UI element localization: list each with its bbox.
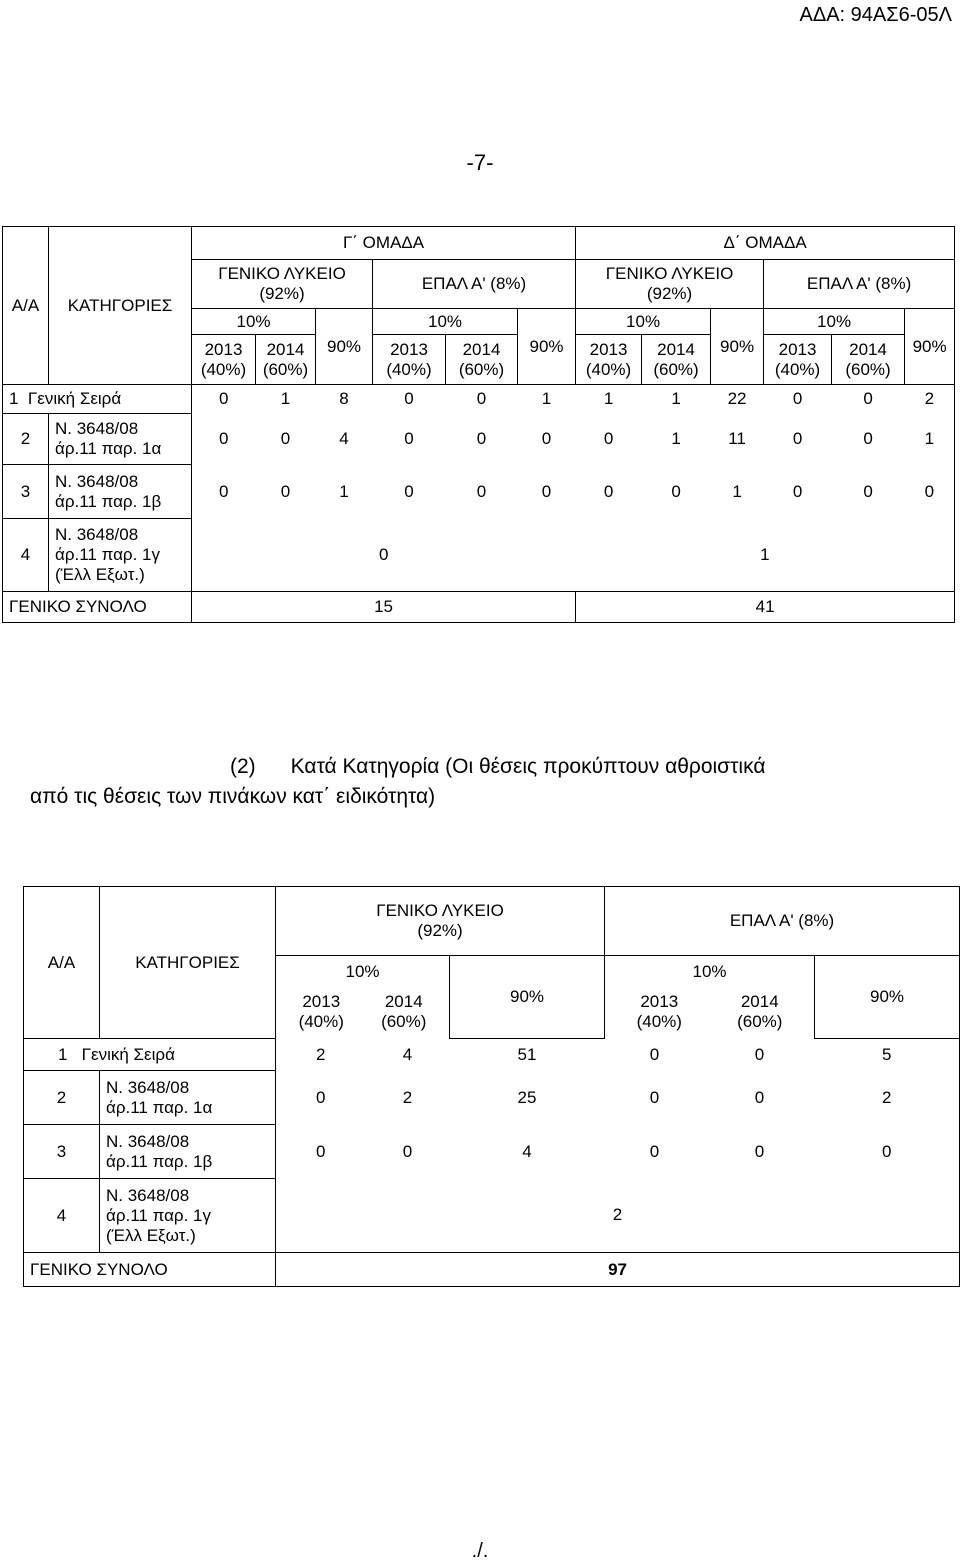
cell: 2 xyxy=(276,1039,366,1071)
row-number: 1 xyxy=(58,1044,68,1064)
category-line: άρ.11 παρ. 1γ xyxy=(55,545,160,564)
pct-90-header: 90% xyxy=(711,309,764,385)
row-category: Γενική Σειρά xyxy=(27,389,122,408)
cell: 0 xyxy=(476,389,487,409)
year-label: 2014 xyxy=(462,339,501,359)
pct-10-header: 10% xyxy=(764,309,905,335)
table-by-category xyxy=(23,886,960,1287)
row-category xyxy=(100,1179,276,1253)
footer-mark: ./. xyxy=(471,1540,489,1562)
cell: 4 xyxy=(522,1141,532,1161)
cell: 25 xyxy=(517,1087,537,1107)
year-label: 2014 xyxy=(657,339,695,359)
category-line: Ν. 3648/08 xyxy=(55,419,139,438)
category-line: Ν. 3648/08 xyxy=(55,471,139,491)
cell: 1 xyxy=(603,389,614,409)
cell: 0 xyxy=(863,429,873,448)
col-aa-header: Α/Α xyxy=(3,227,49,385)
epal-header: ΕΠΑΛ Α' (8%) xyxy=(373,260,576,309)
row-number: 3 xyxy=(24,1125,100,1179)
pct-10-header: 10% xyxy=(192,309,316,335)
gl-pct: (92%) xyxy=(417,921,463,940)
cell: 0 xyxy=(792,481,803,501)
cell: 0 xyxy=(404,389,414,409)
group-d-header: Δ΄ ΟΜΑΔΑ xyxy=(576,227,955,260)
gl-label: ΓΕΝΙΚΟ ΛΥΚΕΙΟ xyxy=(218,264,346,283)
year-2013-header xyxy=(192,335,256,385)
cell: 11 xyxy=(728,429,746,448)
cell: 0 xyxy=(402,1141,413,1161)
pct-10-header: 10% xyxy=(373,309,518,335)
category-line: Ν. 3648/08 xyxy=(55,525,139,544)
cell-merged: 2 xyxy=(276,1179,960,1253)
year-label: 2013 xyxy=(640,992,679,1012)
cell: 0 xyxy=(603,481,614,501)
cell: 0 xyxy=(280,481,291,501)
cell: 8 xyxy=(339,389,349,409)
year-label: 2014 xyxy=(849,339,887,359)
gl-header xyxy=(192,260,373,309)
cell: 0 xyxy=(863,389,873,409)
cell: 0 xyxy=(792,389,803,409)
table-row xyxy=(3,465,955,519)
pct-90-header: 90% xyxy=(518,309,576,385)
cell: 0 xyxy=(276,1125,366,1179)
cell: 0 xyxy=(276,1071,366,1125)
year-2013-header xyxy=(764,335,832,385)
year-2014-header xyxy=(737,992,782,1032)
cell: 1 xyxy=(541,389,552,409)
cell: 0 xyxy=(476,481,487,501)
epal-header: ΕΠΑΛ Α' (8%) xyxy=(764,260,955,309)
cell: 2 xyxy=(815,1071,960,1125)
years-header xyxy=(276,992,449,1032)
cell: 0 xyxy=(541,429,552,448)
gl-header xyxy=(276,887,605,956)
cell: 1 xyxy=(671,429,681,448)
cell: 0 xyxy=(863,481,873,501)
cell: 0 xyxy=(754,1044,765,1064)
row-number: 4 xyxy=(3,519,49,592)
table-header-row xyxy=(3,227,955,260)
total-label: ΓΕΝΙΚΟ ΣΥΝΟΛΟ xyxy=(3,592,192,623)
table-row xyxy=(24,1071,960,1125)
year-label: 2013 xyxy=(778,339,817,359)
category-line: άρ.11 παρ. 1α xyxy=(55,439,162,458)
year-label: 2014 xyxy=(266,339,305,359)
row-number: 4 xyxy=(24,1179,100,1253)
year-pct: (40%) xyxy=(386,359,432,379)
total-label: ΓΕΝΙΚΟ ΣΥΝΟΛΟ xyxy=(24,1253,276,1287)
gl-pct: (92%) xyxy=(646,284,693,303)
row-label xyxy=(3,385,192,414)
year-pct: (60%) xyxy=(845,359,891,379)
table-row xyxy=(3,519,955,592)
category-line: (Έλλ Εξωτ.) xyxy=(106,1225,196,1245)
year-2013-header xyxy=(299,992,344,1032)
heading-line-1: (2) Κατά Κατηγορία (Οι θέσεις προκύπτουν αθροιστικά xyxy=(230,755,766,778)
category-line: Ν. 3648/08 xyxy=(106,1131,190,1151)
pct-10-group xyxy=(276,956,450,1039)
row-category xyxy=(100,1071,276,1125)
year-2014-header xyxy=(256,335,316,385)
table-row xyxy=(24,1125,960,1179)
year-pct: (60%) xyxy=(737,1012,783,1032)
table-row xyxy=(3,385,955,414)
cell: 1 xyxy=(905,414,955,465)
table-header-row xyxy=(24,887,960,956)
year-pct: (60%) xyxy=(458,359,505,379)
category-line: άρ.11 παρ. 1β xyxy=(106,1151,213,1171)
col-categories-header: ΚΑΤΗΓΟΡΙΕΣ xyxy=(100,887,276,1039)
cell: 0 xyxy=(649,1044,660,1064)
year-pct: (40%) xyxy=(298,1012,344,1032)
pct-10-header: 10% xyxy=(345,962,380,982)
heading-line-2: από τις θέσεις των πινάκων κατ΄ ειδικότητα) xyxy=(30,785,436,808)
category-line: άρ.11 παρ. 1γ xyxy=(106,1205,211,1225)
cell: 2 xyxy=(402,1087,413,1107)
cell: 0 xyxy=(476,429,487,448)
row-category xyxy=(49,414,192,465)
cell: 1 xyxy=(339,481,349,501)
year-pct: (60%) xyxy=(262,359,309,379)
cell-group-d: 1 xyxy=(576,519,955,592)
row-label xyxy=(24,1039,276,1071)
cell: 0 xyxy=(905,465,955,519)
cell: 0 xyxy=(792,429,803,448)
total-group-d: 41 xyxy=(576,592,955,623)
year-pct: (40%) xyxy=(200,359,247,379)
year-pct: (40%) xyxy=(636,1012,682,1032)
cell: 1 xyxy=(280,389,291,409)
page-number: -7- xyxy=(466,150,494,175)
pct-90-header: 90% xyxy=(450,956,605,1039)
year-pct: (40%) xyxy=(774,359,821,379)
gl-header xyxy=(576,260,764,309)
table-row xyxy=(3,414,955,465)
cell: 0 xyxy=(192,465,256,519)
row-number: 2 xyxy=(3,414,49,465)
ada-code: ΑΔΑ: 94ΑΣ6-05Λ xyxy=(799,4,952,26)
cell: 0 xyxy=(649,1087,660,1107)
gl-label: ΓΕΝΙΚΟ ΛΥΚΕΙΟ xyxy=(605,264,734,283)
cell: 4 xyxy=(402,1044,413,1064)
cell: 1 xyxy=(671,389,681,409)
cell: 0 xyxy=(192,414,256,465)
epal-header: ΕΠΑΛ Α' (8%) xyxy=(605,887,960,956)
row-category xyxy=(49,519,192,592)
row-category xyxy=(100,1125,276,1179)
year-label: 2013 xyxy=(302,992,341,1012)
year-2013-header xyxy=(373,335,446,385)
year-pct: (40%) xyxy=(585,359,632,379)
cell: 0 xyxy=(754,1141,765,1161)
cell: 0 xyxy=(404,481,414,501)
category-line: (Έλλ Εξωτ.) xyxy=(55,565,145,584)
row-category xyxy=(49,465,192,519)
year-label: 2014 xyxy=(740,992,779,1012)
year-2014-header xyxy=(832,335,905,385)
cell: 2 xyxy=(905,385,955,414)
total-row xyxy=(24,1253,960,1287)
group-c-header: Γ΄ ΟΜΑΔΑ xyxy=(192,227,576,260)
cell: 0 xyxy=(603,429,614,448)
cell: 0 xyxy=(219,389,229,409)
pct-90-header: 90% xyxy=(815,956,960,1039)
gl-pct: (92%) xyxy=(259,284,305,303)
row-number: 1 xyxy=(9,389,19,408)
cell: 5 xyxy=(815,1039,960,1071)
pct-10-header: 10% xyxy=(692,962,727,982)
table-groups-c-d xyxy=(2,226,955,623)
cell: 22 xyxy=(727,389,747,409)
row-category: Γενική Σειρά xyxy=(81,1044,175,1064)
row-number: 3 xyxy=(3,465,49,519)
year-label: 2014 xyxy=(384,992,423,1012)
category-line: Ν. 3648/08 xyxy=(106,1185,190,1205)
total-group-c: 15 xyxy=(192,592,576,623)
pct-10-group xyxy=(605,956,815,1039)
total-row xyxy=(3,592,955,623)
year-2013-header xyxy=(637,992,682,1032)
cell: 0 xyxy=(404,429,414,448)
year-pct: (60%) xyxy=(381,1012,427,1032)
category-line: άρ.11 παρ. 1β xyxy=(55,491,162,511)
category-line: Ν. 3648/08 xyxy=(106,1077,190,1097)
year-label: 2013 xyxy=(204,339,243,359)
cell: 0 xyxy=(671,481,681,501)
year-2014-header xyxy=(381,992,426,1032)
cell: 51 xyxy=(517,1044,537,1064)
section-heading xyxy=(30,752,910,812)
gl-label: ΓΕΝΙΚΟ ΛΥΚΕΙΟ xyxy=(376,901,504,920)
cell: 0 xyxy=(280,429,291,448)
total-value: 97 xyxy=(276,1253,960,1287)
year-pct: (60%) xyxy=(653,359,699,379)
col-categories-header: ΚΑΤΗΓΟΡΙΕΣ xyxy=(49,227,192,385)
cell-group-c: 0 xyxy=(192,519,576,592)
category-line: άρ.11 παρ. 1α xyxy=(106,1097,213,1117)
cell: 4 xyxy=(339,429,349,448)
pct-10-header: 10% xyxy=(576,309,711,335)
pct-90-header: 90% xyxy=(316,309,373,385)
year-label: 2013 xyxy=(390,339,428,359)
col-aa-header: Α/Α xyxy=(24,887,100,1039)
years-header xyxy=(605,992,814,1032)
year-2013-header xyxy=(576,335,642,385)
cell: 0 xyxy=(815,1125,960,1179)
year-2014-header xyxy=(446,335,518,385)
cell: 0 xyxy=(541,481,552,501)
cell: 1 xyxy=(732,481,742,501)
row-number: 2 xyxy=(24,1071,100,1125)
pct-90-header: 90% xyxy=(905,309,955,385)
table-row xyxy=(24,1179,960,1253)
year-label: 2013 xyxy=(589,339,628,359)
table-row xyxy=(24,1039,960,1071)
cell: 0 xyxy=(649,1141,660,1161)
cell: 0 xyxy=(754,1087,765,1107)
year-2014-header xyxy=(642,335,711,385)
